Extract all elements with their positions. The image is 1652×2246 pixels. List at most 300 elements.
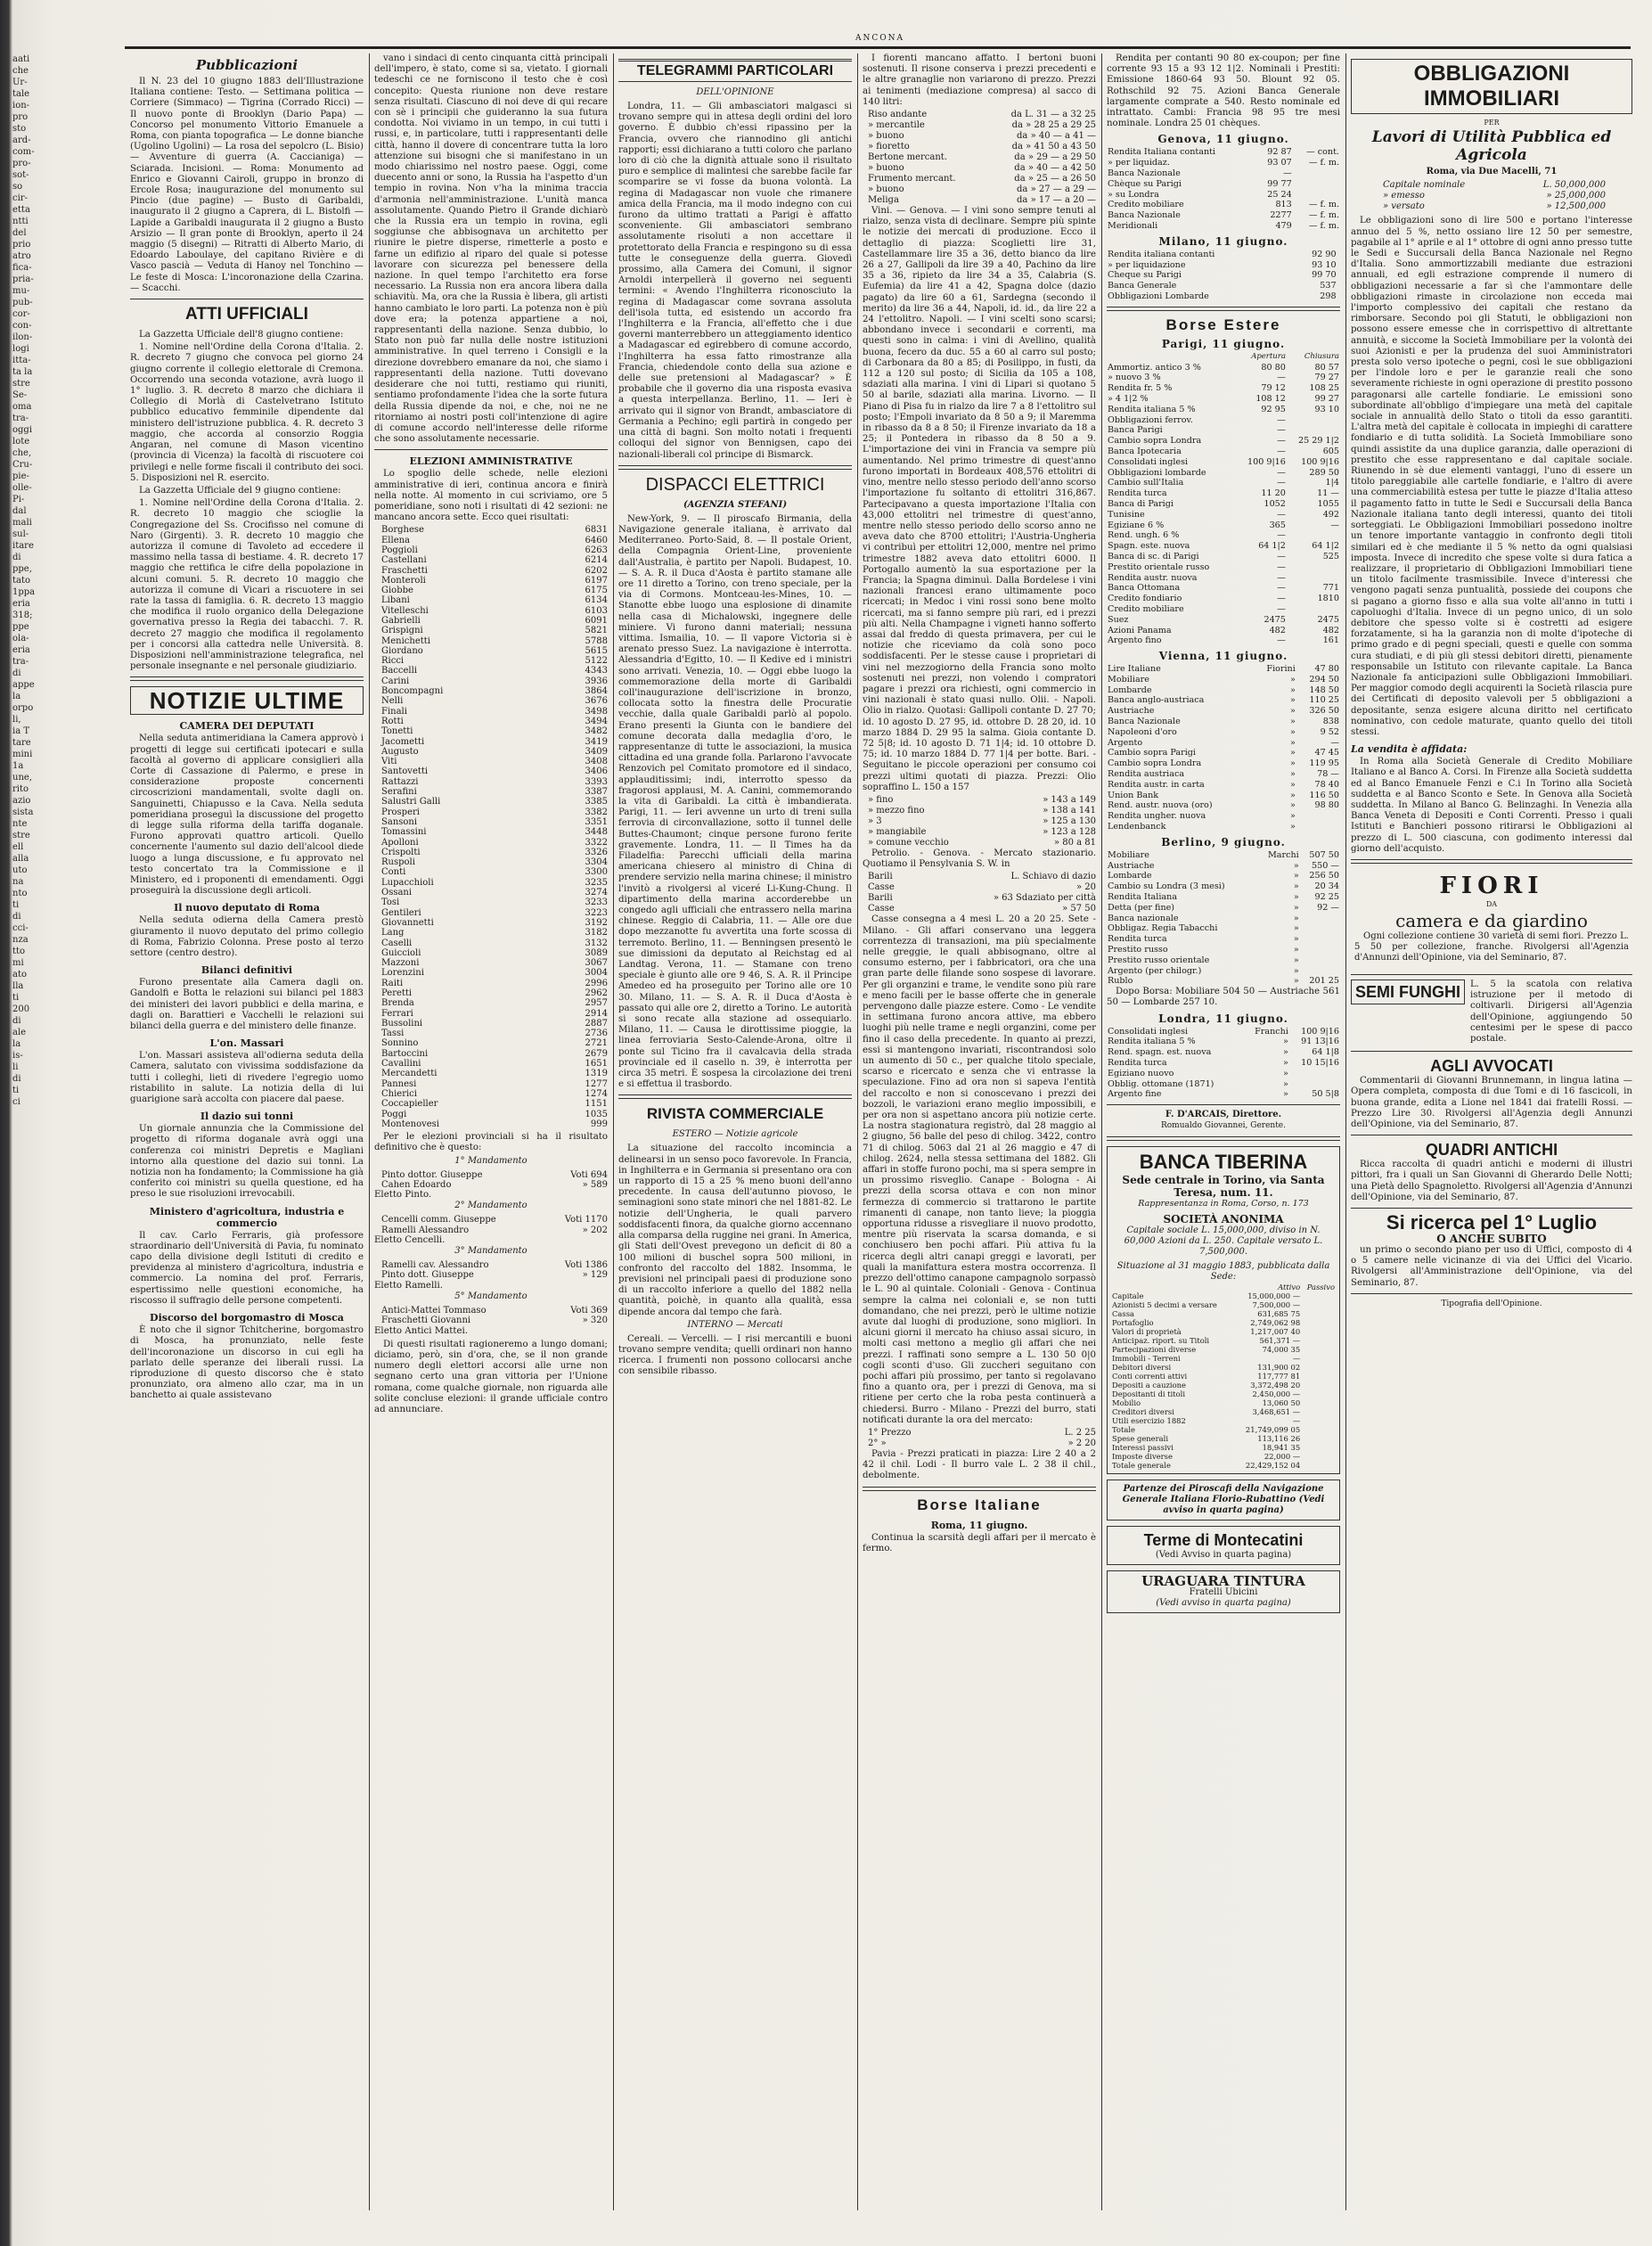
divider [1107, 307, 1340, 311]
avvocati-text: Commentarii di Giovanni Brunnemann, in lingua latina — Opera completa, composta di due Tomi e di 16 fascicoli, in buona grande, edita a Lione nel 1841 dai fratelli Rossi. — Prezzo Lire 30. Rivolgersi all'Agenzia degli Annunzi dell'Opinione, via del Seminario, 87. [1351, 1076, 1632, 1130]
table-cell-name: Mobiliare [1108, 674, 1149, 684]
obbligazioni-per: PER [1484, 119, 1500, 127]
table-cell-name: Detta (per fine) [1108, 902, 1175, 913]
table-row [1107, 562, 1340, 573]
table-row [1107, 573, 1340, 584]
table-cell-value: 78 — [1317, 769, 1339, 780]
table-row [1111, 1389, 1336, 1398]
table-row [1111, 1425, 1336, 1434]
candidate-name: Tassi [381, 1029, 405, 1039]
edge-fragment: orpo [12, 703, 34, 713]
table-cell-value [1293, 179, 1340, 190]
discorso-continued: vano i sindaci di cento cinquanta città principali dell'impero, è stato, come si sa, vietato. I giornali tedeschi ce ne forniscono il testo che è così concepito: Questa riunione non deve restare senza risultati. Ciascuno di noi deve di qui recare con sè i principii che guideranno la sua futura condotta. Noi viviamo in un tempo, in cui tutti i russi, e, in particolare, tutti i rappresentanti delle città, hanno il dovere di concentrare tutta la loro attenzione sui bisogni che si manifestano in un modo chiarissimo nel nostro paese. Oggi, come duecento anni or sono, la Russia ha l'aspetto d'un tempio in rovina. Non v'ha la minima traccia d'armonia nell'amministrazione. L'unità manca assolutamente. Quando Pietro il Grande dichiarò che la Russia era un tempio in rovina, egli soggiunse che abbisognava un architetto per riunire le pietre disperse, rimetterle a posto e farne un edifizio al riparo del quale si potesse lavorare con sicurezza pel benessere della nazione. In quel tempo l'architetto era forse necessario. La Russia non era ancora libera dalla schiavitù. Ma, ora che la Russia è libera, gli artisti hanno cambiato le loro parti. La potenza non è più dove era; la potenza appartiene a noi, rappresentanti della nazione. Senza dubbio, lo Stato non può far nulla delle nostre istituzioni amministrative. In quel terreno i Consigli e la direzione dovrebbero emanare da noi, che siamo i rappresentanti della nazione. Tutti dovevano desiderare che noi tutti, restiamo qui riuniti, sentiamo profondamente l'idea che la sorte futura della Russia dipende da noi, e che, noi ne ne ritorniamo ai nostri posti coll'intenzione di agire di comune accordo nell'interesse delle riforme che sono assolutamente necessarie. [374, 53, 608, 445]
table-row [1107, 168, 1340, 179]
table-cell-name: Banca Parigi [1108, 425, 1163, 436]
table-cell-value: 2475 [1264, 614, 1286, 625]
table-cell-value: 92 87 [1267, 147, 1292, 158]
table-cell-name: Rendita turca [1108, 488, 1167, 499]
candidate-votes: 3235 [585, 877, 608, 888]
elezioni-closing: Di questi risultati ragioneremo a lungo domani; diciamo, però, sin d'ora, che, se il non grande numero degli elettori accorsi alle urne non segnano certo una gran vittoria per l'Unione romana, come qualche giornale, non riguarda alle solite concluse elezioni: il grande ufficiale contro ad annunciare. [374, 1339, 608, 1414]
table-cell-value: — [1283, 168, 1292, 179]
price-range: » 57 50 [1062, 904, 1096, 914]
bilanci-heading: Bilanci definitivi [200, 964, 293, 977]
table-cell-name: Banca Ipotecaria [1108, 446, 1182, 456]
table-cell-value [1300, 923, 1340, 934]
price-row [863, 806, 1096, 816]
candidate-votes: 3936 [585, 676, 608, 686]
table-cell-name: Argento [1108, 737, 1143, 748]
divider [1351, 1051, 1632, 1052]
candidate-name: Libani [381, 595, 410, 606]
rivista-text: La situazione del raccolto incomincia a delinearsi in un senso poco favorevole. In Francia, in Inghilterra e in Germania si presentano ora con un rapporto di 15 a 25 % meno buoni dell'anno precedente. In causa dell'autunno piovoso, le seminagioni sono state minori che nel 1881-82. Le notizie dell'Ungheria, le quali parvero soddisfacenti finora, da qualche giorno accennano alla comparsa della ruggine nei grani. In America, gli Stati dell'Ovest prevegono un deficit di 80 a 100 milioni di buschel sopra 500 milioni, in confronto del raccolto del 1882. Insomma, le previsioni nel principali paesi di produzione sono di un raccolto inferiore a quello del 1882 nella quantità, poichè, in quanto alla qualità, essa dipende ancora dal tempo che farà. [618, 1143, 852, 1317]
borse-roma-date: Roma, 11 giugno. [930, 1519, 1028, 1531]
ricerca-subtitle: O ANCHE SUBITO [1436, 1233, 1547, 1246]
table-cell-name: Egiziane 6 % [1108, 520, 1165, 530]
price-range: » 63 Sdaziato per città [993, 893, 1096, 904]
capital-value: » 12,500,000 [1546, 201, 1606, 212]
candidate-votes: 5615 [585, 645, 608, 656]
table-cell-value: — f. m. [1308, 221, 1339, 231]
candidate-name: Bussolini [381, 1018, 423, 1029]
price-range: L. 2 25 [1064, 1427, 1096, 1438]
mandamento-row [374, 1316, 608, 1325]
candidate-name: Fraschetti Giovanni [381, 1316, 471, 1326]
edge-fragment: pro [12, 112, 29, 122]
edge-fragment: di [12, 553, 21, 562]
edge-fragment: lla [12, 981, 24, 991]
table-row [1107, 892, 1340, 903]
table-cell-value: 108 12 [1255, 393, 1286, 404]
mandamento-row [374, 1260, 608, 1270]
dazio-text: Un giornale annunzia che la Commissione del progetto di riforma doganale avrà oggi una conferenza coi ministri Depretis e Magliani intorno alla questione del dazio sui tonni. La notizia non ha fondamento; la Commissione ha già conferito coi ministri su quella questione, ed ha preso le sue risoluzioni irrevocabili. [130, 1124, 364, 1200]
table-cell-value: 79 12 [1261, 383, 1286, 394]
table-cell-value: » [1289, 695, 1296, 706]
candidate-name: Tosi [381, 898, 400, 908]
table-cell-value [1293, 190, 1340, 201]
edge-fragment: ppe, [12, 564, 32, 574]
candidate-votes: 3089 [585, 947, 608, 958]
interno-text: Cereali. — Vercelli. — I risi mercantili e buoni trovano sempre vendita; quelli ordinari non hanno ricerca. I frumenti non possono collocarsi anche con sensibile ribasso. [618, 1333, 852, 1377]
edge-fragment: ti [12, 900, 20, 910]
edge-fragment: ilon- [12, 332, 33, 342]
table-cell-value: — [1277, 583, 1286, 594]
table-cell-name: Azioni Panama [1108, 625, 1172, 635]
edge-fragment: oma [12, 402, 32, 412]
price-item: » mercantile [868, 120, 925, 131]
edge-fragment: ard- [12, 135, 31, 145]
milano-heading: Milano, 11 giugno. [1158, 234, 1288, 248]
price-row [863, 816, 1096, 827]
vote-row [374, 838, 608, 848]
table-cell-value [1337, 250, 1340, 260]
table-cell-value [1287, 530, 1340, 541]
obbligazioni-title: OBBLIGAZIONI IMMOBILIARI [1351, 59, 1632, 114]
borse-italiane-heading: Borse Italiane [917, 1496, 1042, 1513]
mandamento-row [374, 1306, 608, 1316]
table-row [1107, 914, 1340, 924]
table-cell-name: Conti correnti attivi [1112, 1371, 1188, 1381]
price-range: da » 41 50 a 43 50 [1011, 142, 1096, 152]
vote-row [374, 968, 608, 978]
edge-fragment: Cru- [12, 460, 33, 470]
candidate-name: Montenovesi [381, 1119, 439, 1129]
table-cell-value: — [1277, 467, 1286, 478]
edge-fragment: tare [12, 738, 31, 748]
obbligazioni-address: Roma, via Due Macelli, 71 [1426, 167, 1558, 177]
edge-fragment: stre [12, 379, 30, 389]
edge-fragment: sot- [12, 170, 29, 180]
table-row [1107, 394, 1340, 405]
vote-row [374, 766, 608, 776]
table-row [1107, 717, 1340, 727]
table-cell-name: Rendita austr. nuova [1108, 572, 1198, 583]
vote-row [374, 797, 608, 807]
telegrammi-heading: TELEGRAMMI PARTICOLARI [618, 59, 852, 82]
divider [1351, 859, 1632, 864]
price-range: » 123 a 128 [1043, 826, 1096, 837]
edge-fragment: sul- [12, 529, 29, 539]
table-row [1107, 1058, 1340, 1069]
table-cell-value: 22,429,152 04 [1245, 1460, 1301, 1470]
vote-row [374, 918, 608, 928]
table-row [1107, 190, 1340, 201]
candidate-votes: 3393 [585, 776, 608, 787]
table-cell-value: — [1277, 509, 1286, 520]
table-cell-name: Rendita Italiana [1108, 892, 1178, 903]
edge-fragment: ell [12, 842, 24, 852]
table-cell-value: 256 50 [1309, 871, 1339, 881]
table-cell-value: 1|4 [1325, 478, 1339, 488]
price-item: » 3 [868, 816, 882, 826]
rivista-heading: RIVISTA COMMERCIALE [646, 1105, 824, 1123]
table-cell-value [1337, 281, 1340, 291]
table-cell-value: 113,116 26 [1257, 1433, 1301, 1443]
table-row [1111, 1407, 1336, 1416]
table-row [1111, 1318, 1336, 1327]
candidate-votes: 1274 [585, 1088, 608, 1099]
vote-row [374, 848, 608, 857]
ricerca-text: un primo o secondo piano per uso di Uffici, composto di 4 o 5 camere nelle vicinanze di via dei Uffici del Vicario. Rivolgersi all'Amministrazione dell'Opinione, via del Seminario, 87. [1351, 1245, 1632, 1288]
mandamento-elected: Eletto Antici Mattei. [374, 1325, 468, 1336]
vote-row [374, 646, 608, 656]
table-cell-value: 98 80 [1314, 800, 1339, 811]
table-cell-name: » su Londra [1108, 189, 1159, 200]
table-row [1107, 499, 1340, 510]
price-range: da » 40 — a 42 50 [1014, 163, 1096, 174]
table-cell-value: 492 [1322, 509, 1339, 520]
table-cell-value: — [1277, 478, 1286, 488]
candidate-votes: 2721 [585, 1038, 608, 1049]
table-cell-name: Banca Nazionale [1108, 168, 1181, 179]
candidate-votes: 5122 [585, 656, 608, 667]
vote-row [374, 626, 608, 635]
table-cell-value: 93 10 [1312, 259, 1337, 270]
mandamento-row [374, 1180, 608, 1190]
price-row [863, 882, 1096, 893]
table-cell-value: 100 9|16 [1247, 456, 1286, 467]
table-cell-value: 161 [1322, 635, 1339, 646]
price-range: » 138 a 141 [1043, 805, 1096, 816]
candidate-votes: 1651 [585, 1059, 608, 1070]
table-row [1107, 685, 1340, 696]
table-cell-value: 1810 [1317, 594, 1339, 604]
price-row [863, 1428, 1096, 1439]
price-row [863, 904, 1096, 914]
table-cell-value [1289, 1069, 1340, 1079]
edge-fragment: mi [12, 958, 24, 968]
discorso-heading: Discorso del borgomastro di Mosca [150, 1312, 344, 1324]
table-cell-value: 561,371 — [1259, 1335, 1301, 1345]
candidate-votes: 5788 [585, 635, 608, 646]
candidate-votes: 1151 [585, 1099, 608, 1110]
tiberina-title: BANCA TIBERINA [1139, 1150, 1308, 1173]
edge-fragment: itare [12, 541, 34, 551]
table-row [1111, 1372, 1336, 1381]
candidate-name: Rotti [381, 716, 404, 726]
table-cell-value: 605 [1322, 446, 1339, 456]
table-row [1107, 791, 1340, 801]
vote-row [374, 928, 608, 938]
price-item: 1° Prezzo [868, 1427, 912, 1438]
mandamento-row [374, 1215, 608, 1225]
candidate-name: Salustri Galli [381, 797, 441, 807]
divider [130, 676, 364, 681]
table-cell-name: Obbligazioni lombarde [1108, 467, 1206, 478]
candidate-name: Cencelli comm. Giuseppe [381, 1215, 496, 1225]
candidate-votes: 1277 [585, 1078, 608, 1089]
candidate-votes: 5821 [585, 626, 608, 636]
table-cell-value: 2277 [1270, 210, 1292, 221]
table-row [1107, 1079, 1340, 1090]
price-range: L. Schiavo di dazio [1010, 872, 1096, 882]
vote-row [374, 888, 608, 898]
table-cell-name: Suez [1108, 614, 1129, 625]
tiberina-sede: Sede centrale in Torino, via Santa Teresa, num. 11. [1122, 1173, 1325, 1199]
candidate-name: Tomassini [381, 827, 427, 838]
candidate-votes: 3322 [585, 837, 608, 848]
table-cell-value: — cont. [1306, 147, 1339, 158]
table-row [1107, 200, 1340, 210]
candidate-votes: Voti 694 [570, 1169, 608, 1180]
mandamenti-intro: Per le elezioni provinciali si ha il risultato definitivo che è questo: [374, 1132, 608, 1153]
table-cell-value: 131,900 02 [1257, 1362, 1301, 1372]
table-cell-name: » per liquidaz. [1108, 158, 1170, 168]
dispacci-text: New-York, 9. — Il piroscafo Birmania, della Navigazione generale italiana, è arrivato dal Mediterraneo. Porto-Said, 8. — Il postale Orient, della Compagnia Orient-Line, proveniente dall'Australia, è partito per Napoli. Budapest, 10. — S. A. R. il Duca d'Aosta è partito stamane alle ore 11 diretto a Torino, con treno speciale, per la via di Cormons. Montceau-les-Mines, 10. — Stanotte ebbe luogo una esplosione di dinamite nella casa di Michalowski, ingegnere delle miniere. Vi furono danni materiali; nessuna vittima. Ismailia, 10. — Il vapore Victoria si è arenato presso Suez. La navigazione è interrotta. Alessandria d'Egitto, 10. — Il Kedive ed i ministri sono arrivati. Venezia, 10. — Oggi ebbe luogo la commemorazione della morte di Garibaldi coll'inaugurazione dell'iscrizione in bronzo, collocata sotto la finestra delle Procuratie vecchie, dalla quale Garibaldi parlò al popolo. Erano presenti la Giunta con le bandiere del comune decorata dalla medaglia d'oro, le rappresentanze di tutte le associazioni, la musica cittadina ed una grande folla. Parlarono l'avvocate Renzovich pel Comitato promotore ed il sindaco, applauditissimi; indi, interrotto spesso da fragorosi applausi, M. A. Canini, commemorando la vita di Garibaldi. La città è imbandierata. Parigi, 11. — Ieri avvenne un urto di treni sulla ferrovia di circonvallazione, sotto il tunnel delle Buttes-Chaumont; cinque persone furono ferite gravemente. Londra, 11. — Il Times ha da Filadelfia: Parecchi ufficiali della marina americana chiesero al ministro di China di prendere servizio nella marina chinese; il ministro l'invitò a rivolgersi al viceré Li-Kung-Chung. Il dipartimento della marina accorderebbe un congedo agli ufficiali che entrassero nella marina chinese. Reggio di Calabria, 11. — Alle ore due dopo mezzanotte fu avvertita una forte scossa di terremoto. Berlino, 11. — Benningsen presentò le sue dimissioni da deputato al Reichstag ed al Landtag. Verona, 11. — Stamane con treno speciale è giunto alle ore 9 46, S. A. R. il Principe Amedeo ed ha proseguito per Torino alle ore 10 30. Milano, 11. — S. A. R. il Duca d'Aosta è passato qui alle ore 2, diretto a Torino. Le autorità si sono recate alla stazione ad ossequiarlo. Milano, 11. — Causa le dirottissime pioggie, la linea ferroviaria Sesto-Calende-Arona, oltre il ponte sul Ticino fra il cavalcavia della strada provinciale ed il casello n. 39, è interrotta per circa 35 metri. È sospesa la circolazione dei treni e si effettua il trasbordo. [618, 513, 852, 1090]
table-header-row [1111, 1283, 1336, 1291]
table-cell-name: Prestito russo [1108, 945, 1168, 955]
table-cell-value: 80 80 [1261, 362, 1286, 373]
table-row [1107, 1069, 1340, 1079]
candidate-votes: 2736 [585, 1029, 608, 1039]
table-row [1107, 1047, 1340, 1058]
candidate-name: Nelli [381, 696, 404, 707]
table-row [1107, 179, 1340, 190]
mandamento-elected: Eletto Cencelli. [374, 1234, 446, 1245]
candidate-votes: 6831 [585, 525, 608, 536]
edge-fragment: eria [12, 645, 30, 655]
bilanci-text: Furono presentate alla Camera dagli on. Gandolfi e Botta le relazioni sui bilanci pel 1883 dei ministeri dei lavori pubblici e della marina, e dagli on. Barattieri e Vacchelli le relazioni sui bilanci della guerra e del ministero delle finanze. [130, 978, 364, 1032]
table-cell-value: — f. m. [1308, 158, 1339, 168]
table-row [1111, 1398, 1336, 1407]
uraguara-title: URAGUARA TINTURA [1141, 1572, 1305, 1589]
table-row [1107, 604, 1340, 615]
divider [1107, 1104, 1340, 1105]
vote-row [374, 1019, 608, 1029]
candidate-name: Peretti [381, 988, 413, 998]
table-cell-value [1300, 955, 1340, 966]
edge-fragment: ntti [12, 217, 29, 226]
table-cell-value: 1055 [1317, 498, 1339, 509]
price-row [863, 163, 1096, 174]
table-cell-value: » [1293, 902, 1299, 913]
table-cell-value: 298 [1320, 291, 1337, 301]
tiberina-rappresentanza: Rappresentanza in Roma, Corso, n. 173 [1138, 1198, 1309, 1209]
edge-fragment: di [12, 1016, 21, 1026]
table-cell-value: 11 — [1317, 488, 1339, 499]
table-cell-value: — [1277, 446, 1286, 456]
candidate-name: Raiti [381, 978, 404, 988]
borse-estere-heading: Borse Estere [1165, 316, 1281, 333]
edge-fragment: ci [12, 1097, 20, 1107]
candidate-name: Mercandetti [381, 1069, 438, 1079]
table-row [1107, 861, 1340, 872]
table-cell-name: Depositanti di titoli [1112, 1389, 1186, 1398]
candidate-votes: » 320 [582, 1316, 608, 1326]
price-range: » 80 a 81 [1053, 837, 1096, 848]
header-rule [125, 46, 1631, 49]
table-cell-value: 2,450,000 — [1252, 1389, 1301, 1398]
price-row [863, 184, 1096, 195]
price-row [863, 131, 1096, 142]
camera-text: Nella seduta antimeridiana la Camera approvò i progetti di legge sui certificati ipotecari e sulla facoltà al governo di applicare consiglieri alla Corte di Cassazione di Palermo, e prese in considerazione proposte concernenti circoscrizioni mandamentali, svolte dagli on. Sanguinetti, Chiapusso e la Cava. Nella seduta pomeridiana proseguì la discussione del progetto di legge sulla riforma della tariffa doganale. Furono approvati quattro articoli. Quello concernente l'aumento sul dazio dell'alcool diede luogo a lunga discussione, e fu approvato nel testo concertato tra la Commissione e il Ministero, ed i proponenti di emendamenti. Oggi proseguirà la discussione degli articoli. [130, 734, 364, 897]
table-cell-value: 201 25 [1309, 976, 1339, 987]
table-cell-name: Cambio sopra Parigi [1108, 748, 1196, 758]
candidate-votes: 3132 [585, 938, 608, 948]
table-cell-value: » [1289, 717, 1296, 727]
table-row [1107, 488, 1340, 499]
vote-row [374, 576, 608, 586]
column-rule [369, 53, 370, 2210]
edge-fragment: del [12, 228, 27, 238]
vote-row [374, 898, 608, 907]
edge-fragment: ti [12, 993, 20, 1003]
price-item: Bertone mercant. [868, 152, 948, 163]
table-cell-value: » [1293, 913, 1299, 923]
vote-row [374, 1009, 608, 1019]
table-cell-value: » [1283, 1068, 1288, 1078]
vote-row [374, 1079, 608, 1089]
table-cell-value: 110 25 [1309, 695, 1339, 706]
table-cell-name: Rendita austr. in carta [1108, 779, 1205, 790]
mandamento-title: 1° Mandamento [454, 1155, 527, 1166]
table-cell-value: 18,941 35 [1262, 1442, 1301, 1452]
candidate-votes: 3385 [585, 797, 608, 807]
table-cell-value: — [1330, 737, 1339, 748]
table-cell-name: Depositi a cauzione [1112, 1380, 1186, 1389]
vote-list [374, 525, 608, 1129]
edge-fragment: di [12, 1074, 21, 1084]
table-row [1107, 147, 1340, 158]
table-cell-value: » [1289, 706, 1296, 717]
candidate-votes: 2957 [585, 998, 608, 1009]
table-cell-value: 631,685 75 [1257, 1308, 1301, 1318]
table-row [1107, 626, 1340, 636]
candidate-name: Lang [381, 928, 405, 939]
column-rule [857, 53, 858, 2210]
table-cell-name: Obblig. ottomane (1871) [1108, 1078, 1214, 1089]
edge-fragment: ale [12, 1028, 27, 1037]
table-cell-name: Rendita italiana 5 % [1108, 1037, 1196, 1047]
genova-heading: Genova, 11 giugno. [1157, 133, 1289, 146]
fiori-subtitle: camera e da giardino [1395, 909, 1588, 931]
table-cell-name: Meridionali [1108, 221, 1158, 231]
table-cell-name: Credito mobiliare [1108, 200, 1184, 210]
table-cell-value: » [1289, 684, 1296, 695]
column-rule [613, 53, 614, 2210]
table-cell-value: 99 77 [1267, 178, 1292, 189]
candidate-votes: 6214 [585, 555, 608, 566]
table-row [1107, 738, 1340, 749]
candidate-votes: 3387 [585, 787, 608, 798]
capital-value: » 25,000,000 [1546, 191, 1606, 201]
table-cell-value: — [1277, 530, 1286, 541]
fiori-title: FIORI [1439, 872, 1544, 899]
table-row [1107, 291, 1340, 302]
table-cell-value: 10 15|16 [1301, 1058, 1339, 1068]
table-row [1107, 1089, 1340, 1100]
edge-fragment: Pi- [12, 495, 25, 504]
candidate-name: Gentileri [381, 907, 421, 918]
table-cell-name: Lendenbanck [1108, 822, 1166, 832]
price-row [863, 195, 1096, 206]
capital-row [1378, 191, 1606, 201]
table-row [1107, 457, 1340, 468]
candidate-name: Giobbe [381, 586, 413, 596]
table-row [1107, 945, 1340, 955]
candidate-votes: 3409 [585, 746, 608, 757]
vote-row [374, 555, 608, 565]
candidate-name: Monteroli [381, 575, 426, 586]
price-row [863, 795, 1096, 806]
table-header-cell: Passivo [1306, 1282, 1335, 1291]
edge-fragment: ato [12, 970, 28, 980]
table-row [1107, 158, 1340, 168]
price-item: » buono [868, 184, 904, 195]
vote-row [374, 707, 608, 717]
table-row [1107, 822, 1340, 832]
table-cell-name: Mobiliare [1108, 849, 1149, 860]
florio-rubattino-ad: Partenze dei Piroscafi della Navigazione Generale Italiana Florio-Rubattino (Vedi avviso in quarta pagina) [1107, 1480, 1340, 1521]
table-cell-value: — [1277, 562, 1286, 572]
table-cell-value: 525 [1322, 551, 1339, 562]
candidate-name: Cavallini [381, 1059, 421, 1070]
table-cell-value: 3,468,651 — [1252, 1406, 1301, 1416]
vote-row [374, 908, 608, 918]
table-cell-name: Austriache [1108, 860, 1155, 871]
table-cell-value: Fiorini [1266, 664, 1296, 675]
candidate-votes: Voti 1170 [564, 1215, 608, 1225]
vote-row [374, 717, 608, 726]
table-cell-value: » [1293, 892, 1299, 903]
candidate-votes: 1035 [585, 1109, 608, 1119]
edge-fragment: dal [12, 506, 27, 516]
table-cell-name: Ammortiz. antico 3 % [1108, 362, 1201, 373]
table-cell-name: Cambio sull'Italia [1108, 478, 1184, 488]
table-row [1107, 615, 1340, 626]
table-cell-value: 550 — [1312, 860, 1339, 871]
table-cell-name: Rend. spagn. est. nuova [1108, 1047, 1212, 1058]
table-row [1107, 415, 1340, 426]
